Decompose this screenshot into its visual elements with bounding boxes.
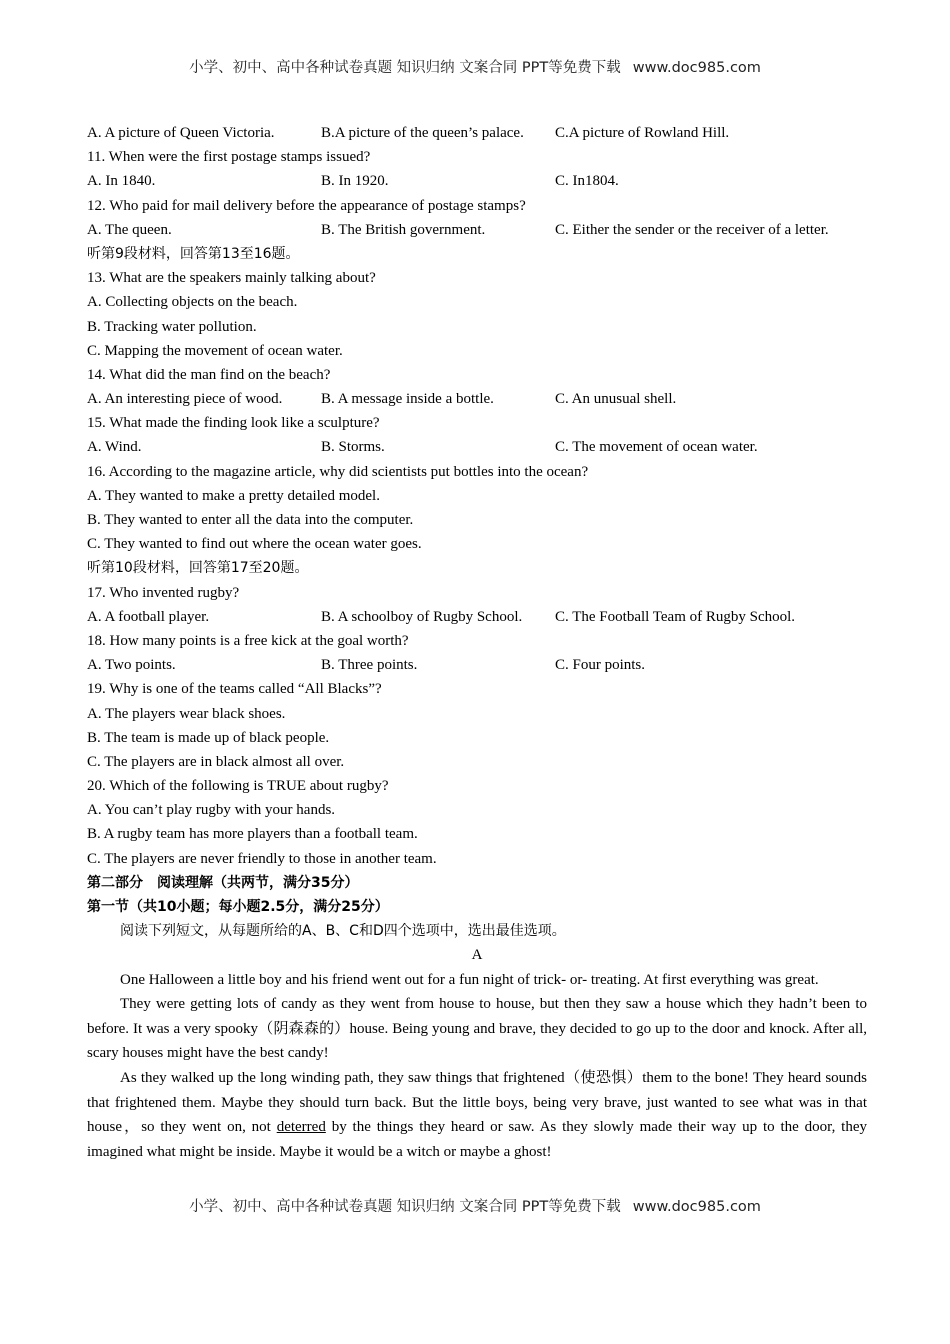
question-19: 19. Why is one of the teams called “All Blacks”? <box>87 681 382 698</box>
section-10-instruction: 听第10段材料，回答第17至20题。 <box>87 560 309 577</box>
question-17: 17. Who invented rugby? <box>87 584 240 601</box>
question-15: 15. What made the finding look like a sculpture? <box>87 415 380 432</box>
page-header <box>0 56 950 77</box>
reading-instruction: 阅读下列短文，从每题所给的A、B、C和D四个选项中，选出最佳选项。 <box>120 923 566 940</box>
option-a: A. An interesting piece of wood. <box>87 391 283 408</box>
option-c: C. The players are never friendly to those in another team. <box>87 850 437 867</box>
passage-paragraph-3 <box>87 1066 867 1164</box>
option-a: A. They wanted to make a pretty detailed model. <box>87 487 380 504</box>
q14-options <box>87 387 867 411</box>
footer-url[interactable]: www.doc985.com <box>632 1199 761 1215</box>
paragraph-text: As they walked up the long winding path, they saw things that frightened（使恐惧）them to the bone! They heard sounds that frightened them. Maybe they should turn back. But the little boys, being very brave, just wanted to see what was in that house，so they went on, not <box>87 1069 867 1136</box>
header-url[interactable]: www.doc985.com <box>632 60 761 76</box>
q18-options <box>87 653 867 677</box>
option-c: C. Mapping the movement of ocean water. <box>87 342 343 359</box>
option-b: B. The team is made up of black people. <box>87 729 330 746</box>
option-b: B. They wanted to enter all the data into the computer. <box>87 512 414 528</box>
option-a: A. The players wear black shoes. <box>87 705 286 722</box>
option-a: A. The queen. <box>87 221 172 238</box>
question-16: 16. According to the magazine article, why did scientists put bottles into the ocean? <box>87 463 589 480</box>
exam-content <box>87 121 867 1164</box>
page-footer <box>0 1195 950 1216</box>
paragraph-text: by the things they heard or saw. As they slowly made their way up to the door, they imagined what might be inside. Maybe it would be a witch or maybe a ghost! <box>87 1119 868 1160</box>
footer-text: 小学、初中、高中各种试卷真题 知识归纳 文案合同 PPT等免费下载 <box>189 1199 621 1215</box>
option-c: C.A picture of Rowland Hill. <box>555 125 730 141</box>
option-c: C. The players are in black almost all over. <box>87 753 345 770</box>
option-c: C. The movement of ocean water. <box>555 439 758 456</box>
passage-paragraph-2: They were getting lots of candy as they went from house to house, but then they saw a house which they hadn’t been to before. It was a very spooky（阴森森的）house. Being young and brave, they decided to go up to the door and knock. After all, scary houses might have the best candy! <box>87 996 867 1062</box>
option-c: C. The Football Team of Rugby School. <box>555 608 796 625</box>
question-18: 18. How many points is a free kick at the goal worth? <box>87 632 409 649</box>
option-b: B. The British government. <box>321 221 486 238</box>
option-b: B. Storms. <box>321 439 385 456</box>
q10-options <box>87 121 867 145</box>
question-12: 12. Who paid for mail delivery before the appearance of postage stamps? <box>87 197 526 214</box>
option-b: B.A picture of the queen’s palace. <box>321 125 524 141</box>
question-14: 14. What did the man find on the beach? <box>87 366 331 383</box>
q11-options <box>87 169 867 193</box>
option-a: A. In 1840. <box>87 173 156 190</box>
question-13: 13. What are the speakers mainly talking about? <box>87 270 376 287</box>
q15-options <box>87 435 867 459</box>
option-b: B. A schoolboy of Rugby School. <box>321 608 523 625</box>
option-c: C. In1804. <box>555 173 619 190</box>
option-b: B. A message inside a bottle. <box>321 391 494 408</box>
option-a: A. Collecting objects on the beach. <box>87 294 298 311</box>
q12-options <box>87 218 867 242</box>
option-b: B. In 1920. <box>321 173 389 190</box>
option-c: C. Four points. <box>555 657 646 674</box>
option-a: A. Two points. <box>87 657 176 674</box>
passage-paragraph-1: One Halloween a little boy and his friend went out for a fun night of trick- or- treating. At first everything was great. <box>120 971 819 988</box>
section1-title: 第一节（共10小题；每小题2.5分，满分25分） <box>87 899 389 915</box>
option-b: B. A rugby team has more players than a football team. <box>87 826 418 843</box>
option-c: C. Either the sender or the receiver of a letter. <box>555 221 829 238</box>
part2-title: 第二部分 阅读理解（共两节，满分35分） <box>87 874 359 891</box>
option-b: B. Tracking water pollution. <box>87 318 257 335</box>
question-11: 11. When were the first postage stamps issued? <box>87 149 371 166</box>
option-a: A. Wind. <box>87 439 142 456</box>
option-c: C. They wanted to find out where the ocean water goes. <box>87 536 422 553</box>
passage-label: A <box>471 947 483 964</box>
option-b: B. Three points. <box>321 657 418 674</box>
option-a: A. A football player. <box>87 608 210 625</box>
option-a: A. A picture of Queen Victoria. <box>87 125 275 141</box>
q17-options <box>87 605 867 629</box>
option-c: C. An unusual shell. <box>555 391 677 408</box>
underlined-word: deterred <box>276 1119 326 1136</box>
question-20: 20. Which of the following is TRUE about rugby? <box>87 778 389 795</box>
header-text: 小学、初中、高中各种试卷真题 知识归纳 文案合同 PPT等免费下载 <box>189 60 621 76</box>
section-9-instruction: 听第9段材料，回答第13至16题。 <box>87 245 300 262</box>
option-a: A. You can’t play rugby with your hands. <box>87 802 336 819</box>
